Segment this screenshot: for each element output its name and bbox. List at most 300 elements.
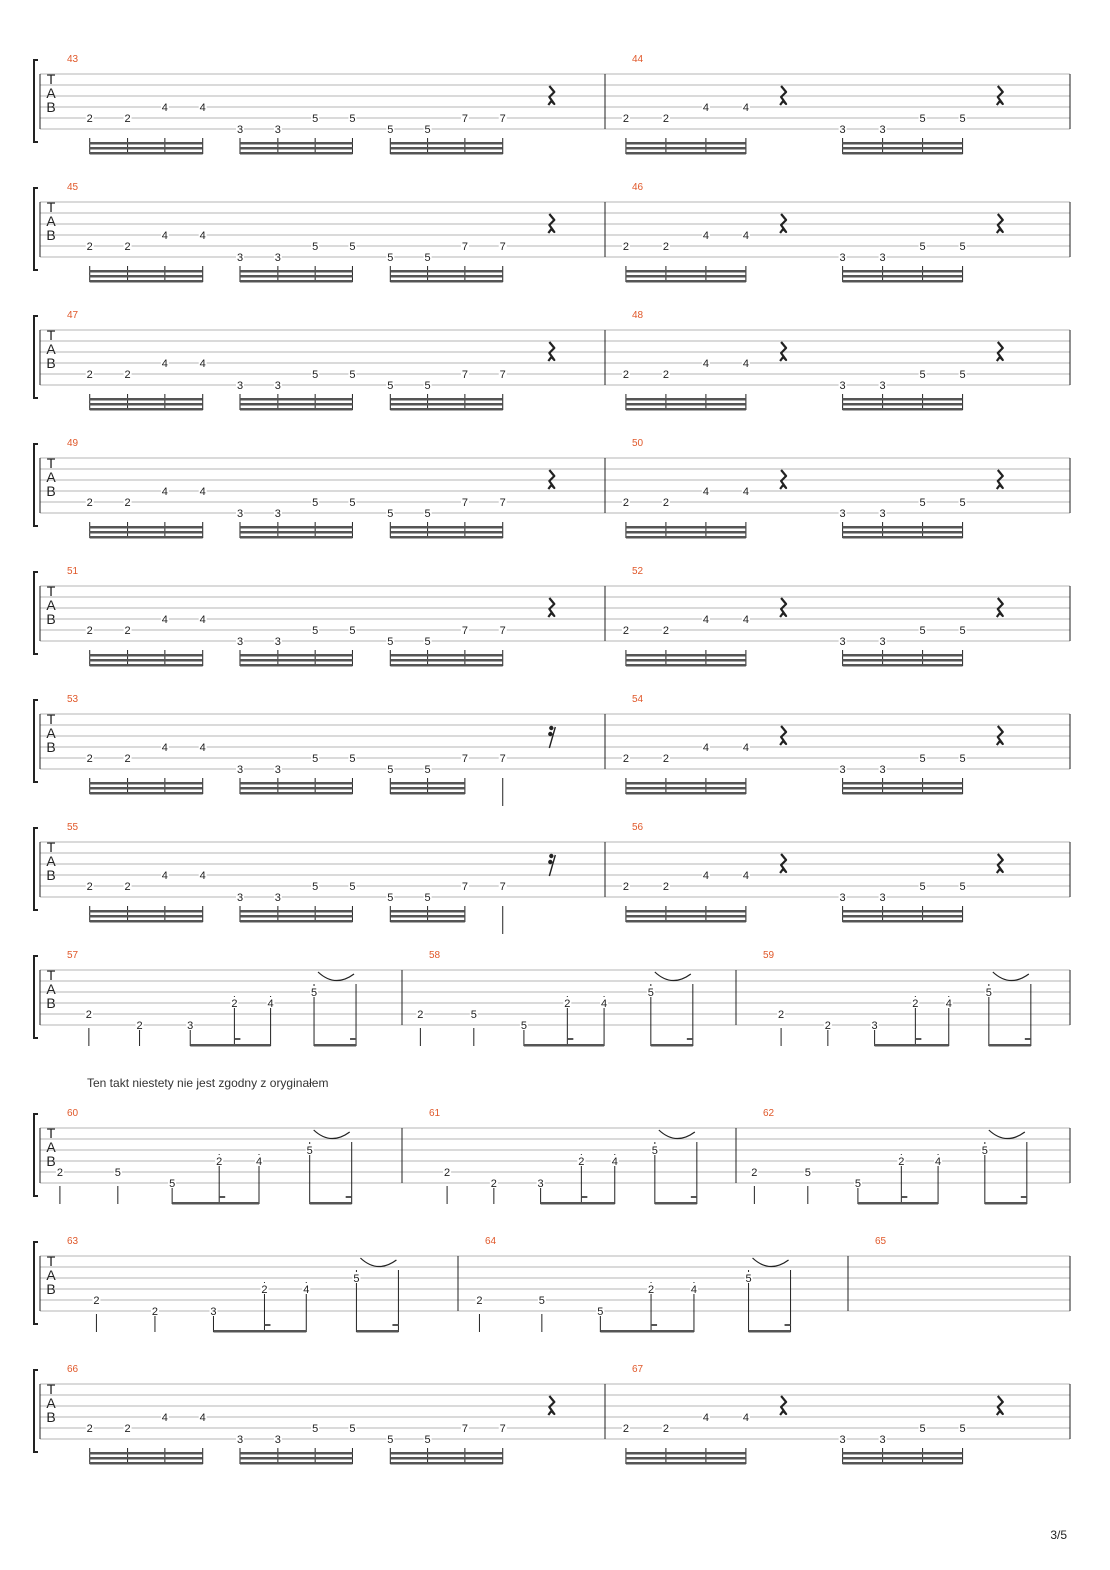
measure-51 (67, 566, 554, 667)
fret-number: 4 (742, 230, 749, 242)
fret-number: 5 (387, 252, 394, 264)
measure-50 (622, 438, 1003, 539)
beam (843, 142, 963, 145)
fret-number: 2 (56, 1167, 63, 1179)
fret-number: 3 (879, 1434, 886, 1446)
fret-number: 3 (236, 508, 244, 520)
fret-number: 2 (151, 1306, 159, 1318)
fret-number: 5 (919, 881, 926, 893)
tab-clef-letter: T (46, 71, 56, 87)
measure-66 (67, 1364, 554, 1465)
beam (843, 270, 963, 273)
tab-clef-letter: A (46, 981, 56, 997)
beam (90, 408, 203, 411)
beam (240, 910, 352, 913)
beam (90, 920, 203, 923)
fret-number: 5 (959, 113, 966, 125)
tab-system (34, 822, 1070, 934)
fret-number: 4 (702, 230, 709, 242)
fret-number: 5 (312, 881, 319, 893)
tab-clef-letter: B (46, 867, 56, 883)
fret-number: 5 (647, 987, 654, 999)
fret-number: 4 (161, 486, 168, 498)
measure-number: 51 (67, 566, 79, 577)
beam (875, 1044, 949, 1047)
tab-system (34, 438, 1070, 539)
fret-number: 3 (236, 380, 244, 392)
fret-number: 3 (187, 1020, 194, 1032)
fret-number: 5 (387, 636, 394, 648)
beam (626, 1457, 746, 1460)
fret-number: 5 (919, 241, 926, 253)
fret-number: 5 (424, 636, 431, 648)
fret-number: 5 (349, 625, 356, 637)
beam (749, 1330, 791, 1333)
beam (90, 270, 203, 273)
tab-clef-letter: A (46, 597, 56, 613)
beam (90, 782, 203, 785)
fret-number: 4 (199, 486, 206, 498)
fret-number: 2 (912, 998, 919, 1010)
fret-number: 5 (312, 1423, 319, 1435)
beam (90, 654, 203, 657)
tab-system (34, 1236, 1070, 1333)
beam (390, 147, 502, 150)
beam-stub (346, 1196, 352, 1198)
beam (240, 664, 352, 667)
fret-number: 5 (919, 497, 926, 509)
fret-number: 5 (169, 1178, 176, 1190)
fret-number: 5 (597, 1306, 604, 1318)
measure-number: 60 (67, 1108, 79, 1119)
fret-number: 7 (499, 241, 506, 253)
rest-dot (549, 726, 553, 730)
beam (390, 659, 502, 662)
measure-number: 55 (67, 822, 79, 833)
fret-number: 2 (622, 113, 629, 125)
fret-number: 4 (690, 1284, 698, 1296)
beam (626, 531, 746, 534)
measure-number: 64 (485, 1236, 497, 1247)
fret-number: 2 (124, 753, 131, 765)
beam (390, 270, 502, 273)
fret-number: 4 (742, 1412, 749, 1424)
fret-number: 7 (461, 497, 468, 509)
sixteenth-rest (549, 855, 555, 876)
beam (541, 1202, 615, 1205)
beam (626, 270, 746, 273)
fret-number: 3 (839, 252, 846, 264)
beam-stub (567, 1038, 573, 1040)
beam (240, 1452, 352, 1455)
fret-number: 5 (959, 625, 966, 637)
tab-clef-letter: T (46, 583, 56, 599)
fret-number: 3 (274, 764, 281, 776)
measure-55 (67, 822, 555, 934)
tab-clef-letter: A (46, 469, 56, 485)
fret-number: 5 (919, 113, 926, 125)
beam (843, 526, 963, 529)
fret-number: 2 (622, 369, 629, 381)
beam (90, 1462, 203, 1465)
fret-number: 2 (751, 1167, 758, 1179)
measure-58 (416, 950, 692, 1047)
fret-number: 5 (424, 252, 431, 264)
fret-number: 5 (919, 753, 926, 765)
tab-system (34, 310, 1070, 411)
fret-number: 5 (349, 369, 356, 381)
beam (90, 398, 203, 401)
beam-stub (1025, 1038, 1031, 1040)
fret-number: 2 (564, 998, 571, 1010)
measure-65 (875, 1236, 887, 1247)
beam (626, 1462, 746, 1465)
beam (240, 275, 352, 278)
beam (843, 910, 963, 913)
fret-number: 5 (349, 881, 356, 893)
beam (390, 654, 502, 657)
fret-number: 4 (945, 998, 952, 1010)
beam (843, 1462, 963, 1465)
measure-46 (622, 182, 1003, 283)
tab-clef-letter: A (46, 1395, 56, 1411)
beam (524, 1044, 604, 1047)
tab-clef-letter: A (46, 1139, 56, 1155)
beam (843, 536, 963, 539)
fret-number: 4 (742, 614, 749, 626)
tie-arc (314, 1130, 350, 1139)
fret-number: 5 (424, 380, 431, 392)
beam-stub (392, 1324, 398, 1326)
measure-number: 62 (763, 1108, 775, 1119)
beam-stub (915, 1038, 921, 1040)
beam (626, 659, 746, 662)
beam (626, 403, 746, 406)
beam (240, 536, 352, 539)
tab-clef-letter: A (46, 1267, 56, 1283)
tab-system (34, 694, 1070, 806)
beam (626, 280, 746, 283)
beam (390, 915, 465, 918)
beam-stub (687, 1038, 693, 1040)
tab-clef-letter: B (46, 995, 56, 1011)
beam (390, 526, 502, 529)
fret-number: 7 (499, 497, 506, 509)
beam (626, 1452, 746, 1455)
fret-number: 2 (124, 241, 131, 253)
beam-stub (581, 1196, 587, 1198)
fret-number: 4 (611, 1156, 618, 1168)
fret-number: 2 (261, 1284, 268, 1296)
beam (172, 1202, 259, 1205)
beam (240, 280, 352, 283)
fret-number: 2 (85, 1009, 92, 1021)
beam (90, 787, 203, 790)
fret-number: 2 (124, 497, 131, 509)
fret-number: 5 (424, 764, 431, 776)
fret-number: 4 (702, 358, 709, 370)
beam (390, 1462, 502, 1465)
measure-61 (429, 1108, 697, 1205)
fret-number: 3 (879, 252, 886, 264)
fret-number: 5 (349, 497, 356, 509)
fret-number: 4 (161, 614, 168, 626)
fret-number: 3 (274, 636, 281, 648)
fret-number: 4 (702, 1412, 709, 1424)
beam (90, 275, 203, 278)
measure-67 (622, 1364, 1003, 1465)
beam (240, 659, 352, 662)
tab-clef-letter: B (46, 1153, 56, 1169)
fret-number: 2 (93, 1295, 100, 1307)
beam (626, 147, 746, 150)
fret-number: 5 (538, 1295, 545, 1307)
beam (390, 1457, 502, 1460)
fret-number: 4 (161, 230, 168, 242)
fret-number: 2 (778, 1009, 785, 1021)
measure-number: 66 (67, 1364, 79, 1375)
measure-number: 65 (875, 1236, 887, 1247)
fret-number: 3 (839, 1434, 846, 1446)
beam-stub (651, 1324, 657, 1326)
measure-62 (750, 1108, 1026, 1205)
measure-number: 50 (632, 438, 644, 449)
beam (240, 398, 352, 401)
fret-number: 3 (879, 892, 886, 904)
fret-number: 7 (461, 1423, 468, 1435)
fret-number: 2 (622, 497, 629, 509)
tab-system (34, 950, 1070, 1047)
measure-number: 44 (632, 54, 644, 65)
tab-clef-letter: T (46, 1253, 56, 1269)
tab-clef-letter: B (46, 227, 56, 243)
fret-number: 2 (476, 1295, 483, 1307)
fret-number: 5 (387, 892, 394, 904)
fret-number: 3 (839, 892, 846, 904)
tab-system (34, 1108, 1070, 1205)
measure-number: 45 (67, 182, 79, 193)
fret-number: 4 (702, 614, 709, 626)
fret-number: 4 (199, 742, 206, 754)
fret-number: 5 (919, 1423, 926, 1435)
fret-number: 2 (124, 1423, 131, 1435)
beam (626, 792, 746, 795)
beam (390, 910, 465, 913)
fret-number: 5 (959, 241, 966, 253)
fret-number: 2 (578, 1156, 585, 1168)
fret-number: 5 (959, 1423, 966, 1435)
fret-number: 7 (499, 753, 506, 765)
fret-number: 5 (959, 497, 966, 509)
fret-number: 4 (161, 102, 168, 114)
beam (989, 1044, 1031, 1047)
beam (90, 142, 203, 145)
beam-stub (234, 1038, 240, 1040)
fret-number: 5 (349, 241, 356, 253)
measure-number: 58 (429, 950, 441, 961)
beam (843, 664, 963, 667)
fret-number: 5 (387, 508, 394, 520)
measure-number: 49 (67, 438, 79, 449)
beam (626, 787, 746, 790)
beam (843, 398, 963, 401)
tab-system (34, 182, 1070, 283)
fret-number: 5 (312, 497, 319, 509)
fret-number: 5 (919, 625, 926, 637)
beam (843, 792, 963, 795)
tab-clef-letter: A (46, 85, 56, 101)
tab-system (34, 54, 1070, 155)
fret-number: 5 (985, 987, 992, 999)
beam (626, 275, 746, 278)
measure-number: 48 (632, 310, 644, 321)
fret-number: 2 (86, 1423, 93, 1435)
measure-47 (67, 310, 554, 411)
beam-stub (1021, 1196, 1027, 1198)
fret-number: 5 (387, 380, 394, 392)
measure-44 (622, 54, 1003, 155)
system-bracket (34, 1114, 38, 1196)
beam (626, 408, 746, 411)
fret-number: 3 (210, 1306, 217, 1318)
beam (626, 526, 746, 529)
fret-number: 4 (601, 998, 608, 1010)
fret-number: 3 (879, 380, 886, 392)
tab-clef-letter: B (46, 1409, 56, 1425)
tab-clef-letter: T (46, 455, 56, 471)
beam (240, 142, 352, 145)
beam-stub (219, 1196, 225, 1198)
tab-clef-letter: T (46, 199, 56, 215)
beam (626, 142, 746, 145)
fret-number: 5 (312, 753, 319, 765)
system-bracket (34, 1370, 38, 1452)
fret-number: 5 (353, 1273, 360, 1285)
fret-number: 5 (424, 892, 431, 904)
fret-number: 2 (662, 881, 669, 893)
beam (240, 408, 352, 411)
beam (843, 147, 963, 150)
fret-number: 5 (312, 625, 319, 637)
measure-number: 47 (67, 310, 79, 321)
fret-number: 3 (879, 124, 886, 136)
fret-number: 2 (86, 497, 93, 509)
measure-number: 61 (429, 1108, 441, 1119)
fret-number: 2 (622, 1423, 629, 1435)
tab-clef-letter: T (46, 839, 56, 855)
system-bracket (34, 444, 38, 526)
fret-number: 2 (86, 625, 93, 637)
beam-stub (691, 1196, 697, 1198)
beam (240, 531, 352, 534)
beam (240, 1457, 352, 1460)
fret-number: 2 (86, 753, 93, 765)
beam (240, 403, 352, 406)
fret-number: 4 (199, 102, 206, 114)
beam (390, 280, 502, 283)
beam (626, 910, 746, 913)
tab-clef-letter: B (46, 739, 56, 755)
fret-number: 5 (312, 113, 319, 125)
beam (390, 408, 502, 411)
beam-stub (350, 1038, 356, 1040)
measure-48 (622, 310, 1003, 411)
fret-number: 2 (444, 1167, 451, 1179)
measure-annotation: Ten takt niestety nie jest zgodny z oryginałem (87, 1076, 329, 1090)
tab-system (34, 1364, 1070, 1465)
beam (240, 792, 352, 795)
beam (90, 531, 203, 534)
beam (90, 147, 203, 150)
fret-number: 4 (742, 486, 749, 498)
fret-number: 2 (124, 881, 131, 893)
tie-arc (360, 1258, 396, 1267)
system-bracket (34, 316, 38, 398)
beam (390, 536, 502, 539)
tab-clef-letter: A (46, 341, 56, 357)
fret-number: 2 (662, 113, 669, 125)
beam (843, 152, 963, 155)
fret-number: 4 (303, 1284, 310, 1296)
beam (240, 915, 352, 918)
fret-number: 2 (490, 1178, 497, 1190)
beam (90, 664, 203, 667)
measure-64 (475, 1236, 790, 1333)
beam (843, 408, 963, 411)
fret-number: 2 (647, 1284, 655, 1296)
tab-clef-letter: T (46, 327, 56, 343)
fret-number: 7 (499, 625, 506, 637)
beam (626, 152, 746, 155)
beam (90, 403, 203, 406)
rest-dot (549, 854, 553, 858)
fret-number: 7 (499, 369, 506, 381)
beam (843, 654, 963, 657)
beam (626, 536, 746, 539)
fret-number: 4 (702, 486, 709, 498)
beam (356, 1330, 398, 1333)
tie-arc (993, 972, 1029, 981)
fret-number: 4 (161, 358, 168, 370)
fret-number: 3 (236, 252, 244, 264)
fret-number: 3 (839, 380, 846, 392)
tab-clef-letter: T (46, 1381, 56, 1397)
fret-number: 4 (742, 102, 749, 114)
fret-number: 3 (274, 508, 281, 520)
beam (626, 664, 746, 667)
fret-number: 5 (387, 1434, 394, 1446)
fret-number: 5 (114, 1167, 121, 1179)
fret-number: 3 (879, 764, 886, 776)
fret-number: 5 (306, 1145, 313, 1157)
fret-number: 3 (236, 892, 244, 904)
beam (626, 782, 746, 785)
fret-number: 3 (274, 380, 281, 392)
fret-number: 2 (124, 369, 131, 381)
beam (626, 654, 746, 657)
beam (240, 270, 352, 273)
measure-number: 57 (67, 950, 79, 961)
fret-number: 4 (199, 870, 206, 882)
fret-number: 7 (461, 241, 468, 253)
fret-number: 2 (231, 998, 238, 1010)
measure-number: 43 (67, 54, 79, 65)
beam (843, 1457, 963, 1460)
fret-number: 3 (839, 508, 846, 520)
fret-number: 3 (236, 764, 244, 776)
measure-59 (763, 950, 1031, 1047)
beam (390, 782, 465, 785)
